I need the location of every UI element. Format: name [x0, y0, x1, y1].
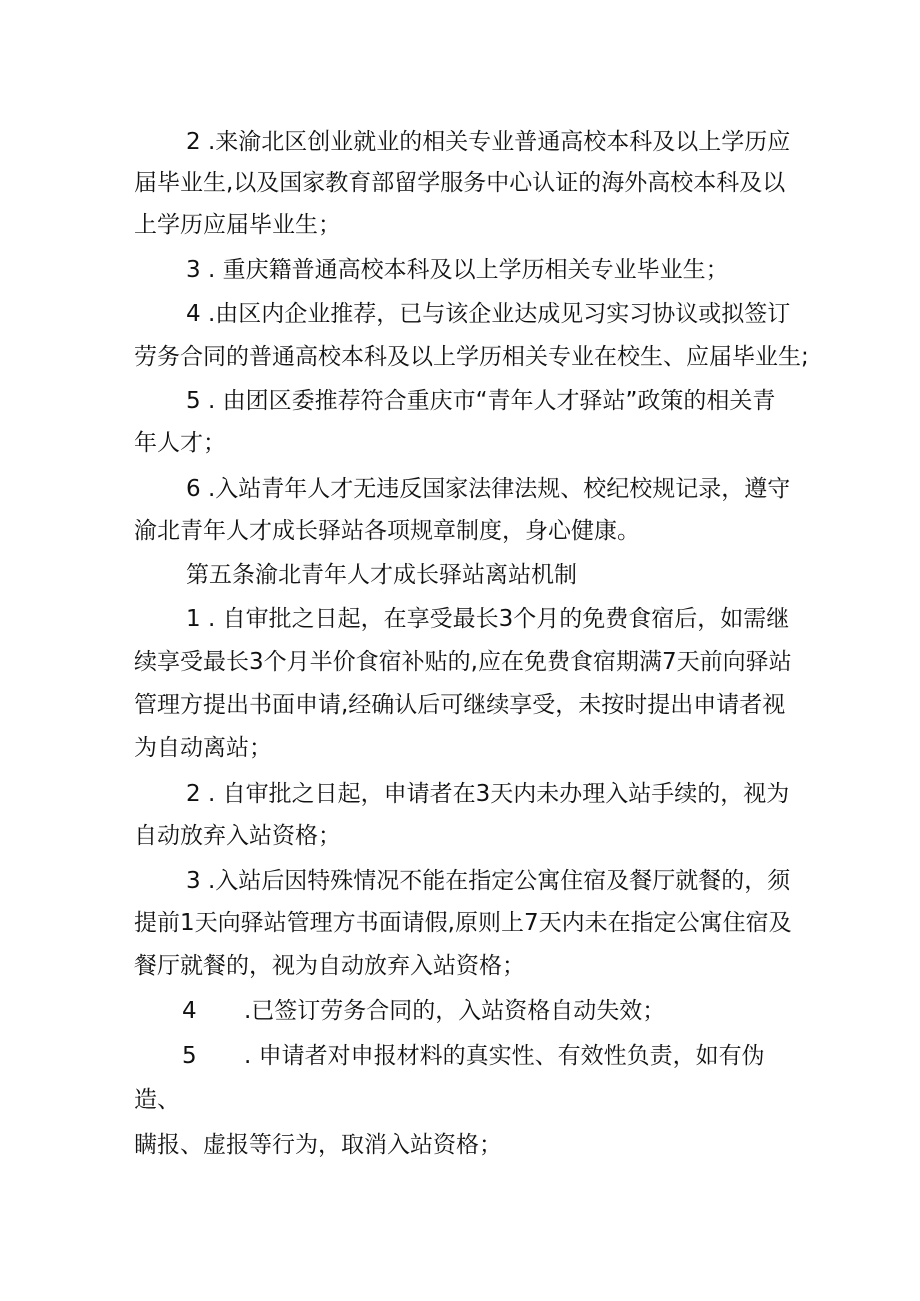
item-2-line-3: 上学历应届毕业生； — [134, 212, 341, 238]
item-6-line-1: 6 .入站青年人才无违反国家法律法规、校纪校规记录，遵守 — [186, 476, 791, 502]
a5-item-1-line-3: 管理方提出书面申请,经确认后可继续享受，未按时提出申请者视 — [134, 692, 786, 718]
a5-item-1-line-4: 为自动离站； — [134, 735, 272, 761]
a5-item-1-line-1: 1 . 自审批之日起，在享受最长3个月的免费食宿后，如需继 — [186, 606, 790, 632]
item-5-line-2: 年人才； — [134, 430, 226, 456]
a5-item-5-line-3: 瞒报、虚报等行为，取消入站资格； — [134, 1132, 502, 1158]
item-3-line-1: 3 . 重庆籍普通高校本科及以上学历相关专业毕业生； — [186, 257, 729, 283]
a5-item-1-line-2: 续享受最长3个月半价食宿补贴的,应在免费食宿期满7天前向驿站 — [134, 649, 792, 675]
a5-item-3-line-3: 餐厅就餐的，视为自动放弃入站资格； — [134, 953, 525, 979]
a5-item-3-line-2: 提前1天向驿站管理方书面请假,原则上7天内未在指定公寓住宿及 — [134, 910, 792, 936]
item-6-line-2: 渝北青年人才成长驿站各项规章制度，身心健康。 — [134, 518, 640, 544]
item-4-line-2: 劳务合同的普通高校本科及以上学历相关专业在校生、应届毕业生; — [134, 344, 809, 370]
item-2-line-1: 2 .来渝北区创业就业的相关专业普通高校本科及以上学历应 — [186, 129, 791, 155]
item-2-line-2: 届毕业生,以及国家教育部留学服务中心认证的海外高校本科及以 — [134, 170, 786, 196]
a5-item-5-text: . 申请者对申报材料的真实性、有效性负责，如有伪 — [244, 1043, 765, 1069]
item-4-line-1: 4 .由区内企业推荐，已与该企业达成见习实习协议或拟签订 — [186, 301, 791, 327]
item-5-line-1: 5 . 由团区委推荐符合重庆市“青年人才驿站”政策的相关青 — [186, 388, 776, 414]
article-5-heading: 第五条渝北青年人才成长驿站离站机制 — [186, 562, 577, 588]
a5-item-2-line-2: 自动放弃入站资格； — [134, 823, 341, 849]
a5-item-2-line-1: 2 . 自审批之日起，申请者在3天内未办理入站手续的，视为 — [186, 781, 790, 807]
a5-item-5-number: 5 — [182, 1043, 197, 1069]
a5-item-3-line-1: 3 .入站后因特殊情况不能在指定公寓住宿及餐厅就餐的，须 — [186, 868, 791, 894]
a5-item-5-line-2: 造、 — [134, 1087, 180, 1113]
a5-item-4-text: .已签订劳务合同的，入站资格自动失效； — [244, 998, 666, 1024]
a5-item-4-number: 4 — [182, 998, 197, 1024]
